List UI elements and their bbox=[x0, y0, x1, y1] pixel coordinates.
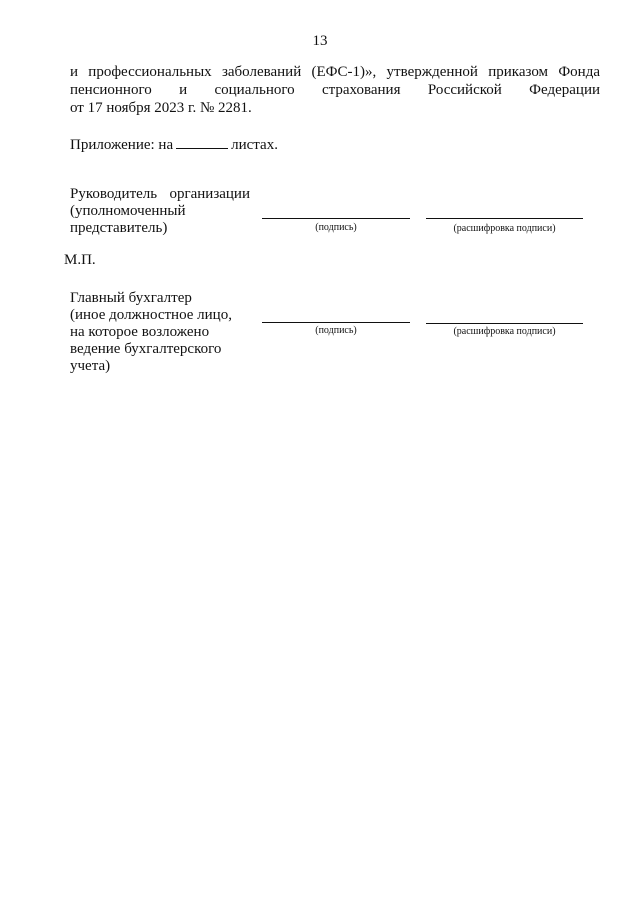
attachment-line bbox=[70, 135, 278, 154]
head-title-line-1: Руководитель организации bbox=[70, 186, 250, 202]
head-signature-line[interactable] bbox=[262, 218, 410, 219]
accountant-title bbox=[70, 290, 232, 375]
accountant-signature-line[interactable] bbox=[262, 322, 410, 323]
accountant-title-line-5: учета) bbox=[70, 358, 111, 374]
accountant-decoding-caption: (расшифровка подписи) bbox=[453, 326, 556, 337]
attachment-suffix: листах. bbox=[231, 137, 278, 153]
attachment-sheet-count-blank[interactable] bbox=[176, 135, 228, 149]
head-decoding-caption: (расшифровка подписи) bbox=[453, 223, 556, 234]
accountant-title-line-3: на которое возложено bbox=[70, 324, 210, 340]
head-title bbox=[70, 186, 250, 237]
page-number: 13 bbox=[312, 33, 328, 49]
accountant-decoding-line[interactable] bbox=[426, 323, 583, 324]
head-signature-caption: (подпись) bbox=[315, 222, 357, 233]
attachment-prefix: Приложение: на bbox=[70, 137, 174, 153]
stamp-label: М.П. bbox=[64, 252, 96, 268]
head-title-line-2: (уполномоченный bbox=[70, 203, 186, 219]
head-title-line-3: представитель) bbox=[70, 220, 168, 236]
accountant-title-line-2: (иное должностное лицо, bbox=[70, 307, 232, 323]
intro-line-1: и профессиональных заболеваний (ЕФС-1)», утвержденной приказом Фонда bbox=[70, 64, 600, 80]
intro-line-2: пенсионного и социального страхования Российской Федерации bbox=[70, 82, 600, 98]
accountant-title-line-4: ведение бухгалтерского bbox=[70, 341, 222, 357]
accountant-signature-caption: (подпись) bbox=[315, 325, 357, 336]
head-decoding-line[interactable] bbox=[426, 218, 583, 219]
intro-line-3: от 17 ноября 2023 г. № 2281. bbox=[70, 100, 252, 116]
accountant-title-line-1: Главный бухгалтер bbox=[70, 290, 192, 306]
